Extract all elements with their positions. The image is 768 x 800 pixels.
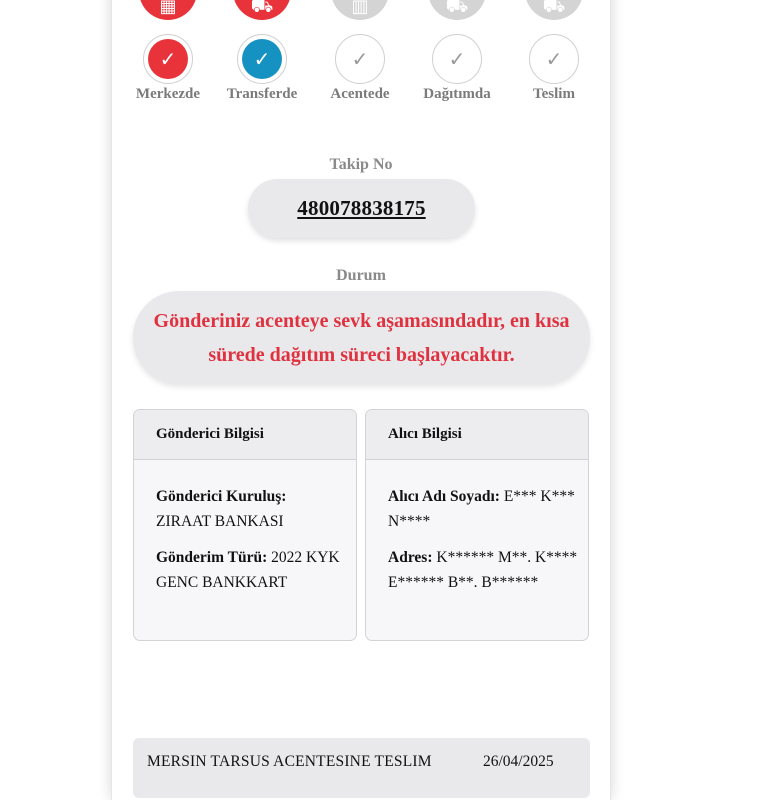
movement-date: 26/04/2025 [483, 753, 554, 770]
branch-building-icon: ▥ [331, 0, 389, 20]
step-label: Acentede [330, 86, 390, 102]
receiver-name [388, 484, 578, 534]
status-circle [529, 34, 579, 84]
status-message: Gönderiniz acenteye sevk aşamasındadır, en kısa sürede dağıtım süreci başlayacaktır. [153, 309, 570, 366]
receiver-name-value: E*** K*** N**** [388, 488, 575, 530]
step-label: Teslim [533, 86, 575, 102]
tracking-label: Takip No [329, 156, 393, 173]
page-container [112, 0, 610, 800]
warehouse-icon: ▦ [139, 0, 197, 20]
step-label: Dağıtımda [423, 86, 491, 102]
receiver-card [365, 409, 589, 641]
step-label: Transferde [226, 86, 298, 102]
sender-type-value: 2022 KYK GENC BANKKART [156, 549, 340, 591]
status-label: Durum [336, 267, 386, 284]
tracking-number-pill[interactable] [248, 179, 475, 238]
receiver-card-title: Alıcı Bilgisi [366, 410, 588, 460]
handover-icon: ⛟ [525, 0, 583, 20]
check-icon: ✓ [437, 39, 477, 79]
sender-card [133, 409, 357, 641]
status-circle [335, 34, 385, 84]
step-label: Merkezde [135, 86, 201, 102]
movement-description: MERSIN TARSUS ACENTESINE TESLIM [147, 753, 432, 770]
truck-icon: ⛟ [233, 0, 291, 20]
status-message-pill [133, 291, 590, 384]
check-icon: ✓ [340, 39, 380, 79]
receiver-name-label: Alıcı Adı Soyadı: [388, 488, 500, 505]
check-icon: ✓ [534, 39, 574, 79]
status-circle [143, 34, 193, 84]
sender-org [156, 484, 346, 534]
movement-history-row [133, 738, 590, 798]
tracking-number[interactable]: 480078838175 [297, 196, 426, 220]
receiver-address-value: K****** M**. K**** E****** B**. B****** [388, 549, 578, 591]
receiver-address-label: Adres: [388, 549, 433, 566]
sender-org-value: ZIRAAT BANKASI [156, 513, 284, 530]
sender-type-label: Gönderim Türü: [156, 549, 268, 566]
sender-org-label: Gönderici Kuruluş: [156, 488, 287, 505]
check-icon: ✓ [148, 39, 188, 79]
sender-type [156, 545, 346, 595]
status-circle [237, 34, 287, 84]
sender-card-title: Gönderici Bilgisi [134, 410, 356, 460]
receiver-address [388, 545, 578, 595]
status-circle [432, 34, 482, 84]
delivery-truck-icon: ⛟ [428, 0, 486, 20]
check-icon: ✓ [242, 39, 282, 79]
